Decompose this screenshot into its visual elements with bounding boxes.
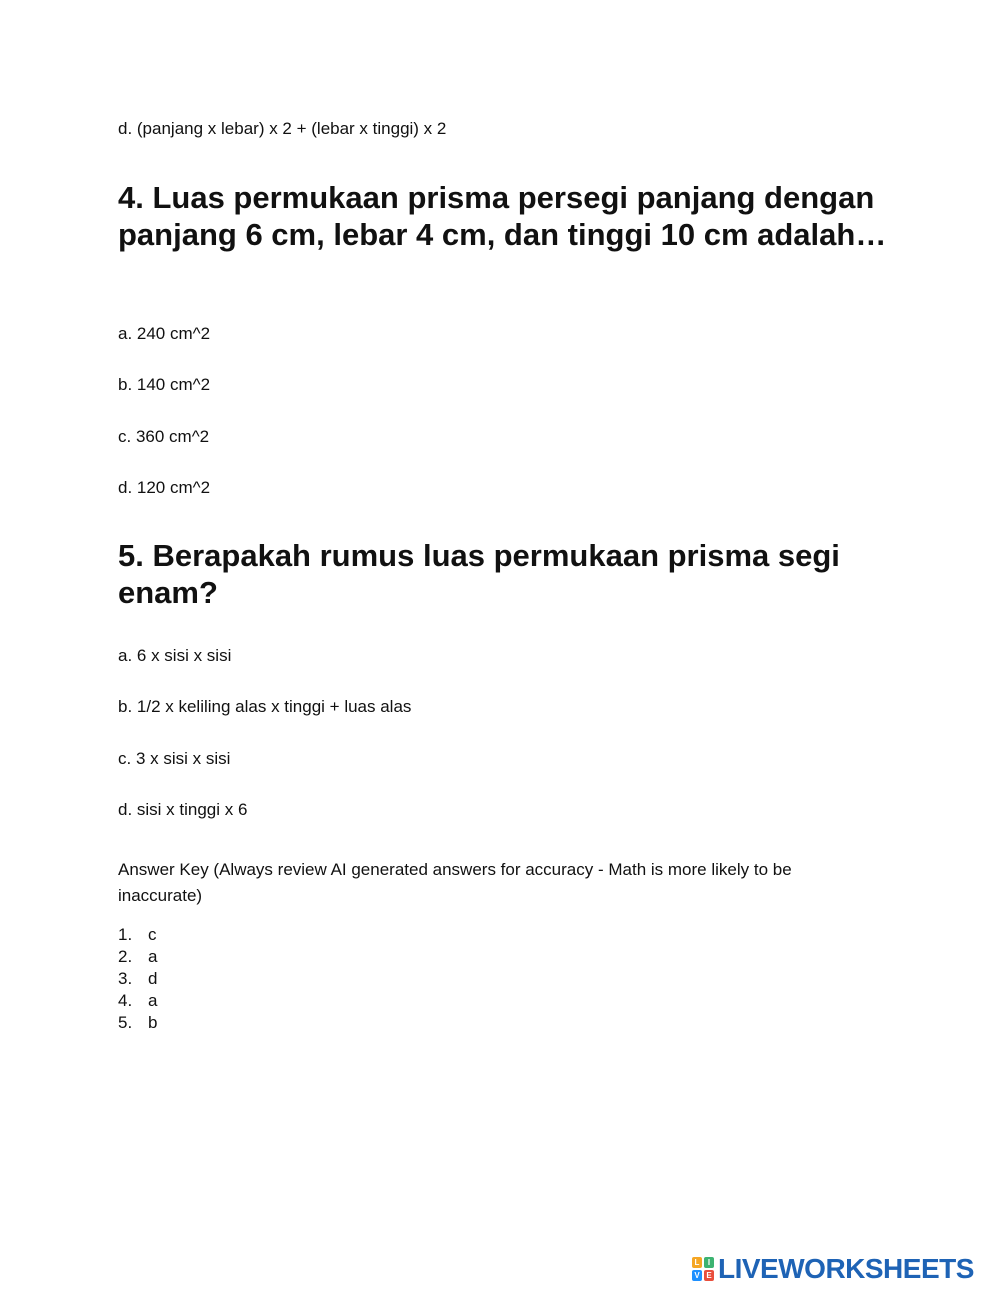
logo-tile: E bbox=[704, 1270, 714, 1281]
logo-tile: I bbox=[704, 1257, 714, 1268]
q4-option-a: a. 240 cm^2 bbox=[118, 324, 211, 343]
answer-key-item bbox=[118, 1012, 157, 1034]
answer-key-answer: a bbox=[148, 947, 158, 966]
answer-key-item bbox=[118, 968, 157, 990]
answer-key-answer: c bbox=[148, 925, 157, 944]
answer-key-number: 3. bbox=[118, 969, 133, 988]
answer-key-answer: b bbox=[148, 1013, 158, 1032]
answer-key-item bbox=[118, 924, 157, 946]
q5-option-b: b. 1/2 x keliling alas x tinggi + luas alas bbox=[118, 697, 412, 716]
q4-option-b: b. 140 cm^2 bbox=[118, 375, 211, 394]
q5-option-a: a. 6 x sisi x sisi bbox=[118, 646, 232, 665]
answer-key-heading: Answer Key (Always review AI generated answers for accuracy - Math is more likely to be inaccurate) bbox=[118, 860, 792, 905]
answer-key-number: 1. bbox=[118, 925, 133, 944]
answer-key-number: 4. bbox=[118, 991, 133, 1010]
answer-key-list bbox=[118, 924, 157, 1034]
question-5-title: 5. Berapakah rumus luas permukaan prisma segi enam? bbox=[118, 538, 840, 610]
liveworksheets-logo bbox=[692, 1254, 974, 1284]
answer-key-item bbox=[118, 990, 157, 1012]
answer-key-number: 2. bbox=[118, 947, 133, 966]
liveworksheets-logo-icon bbox=[692, 1257, 714, 1281]
liveworksheets-wordmark: LIVEWORKSHEETS bbox=[718, 1253, 974, 1284]
answer-key-answer: a bbox=[148, 991, 158, 1010]
q5-option-c: c. 3 x sisi x sisi bbox=[118, 749, 231, 768]
answer-key-number: 5. bbox=[118, 1013, 133, 1032]
q5-option-d: d. sisi x tinggi x 6 bbox=[118, 800, 248, 819]
q4-option-c: c. 360 cm^2 bbox=[118, 427, 210, 446]
answer-key-item bbox=[118, 946, 157, 968]
logo-tile: L bbox=[692, 1257, 702, 1268]
previous-option-d: d. (panjang x lebar) x 2 + (lebar x tinggi) x 2 bbox=[118, 119, 447, 138]
logo-tile: V bbox=[692, 1270, 702, 1281]
q4-option-d: d. 120 cm^2 bbox=[118, 478, 211, 497]
answer-key-answer: d bbox=[148, 969, 158, 988]
question-4-title: 4. Luas permukaan prisma persegi panjang dengan panjang 6 cm, lebar 4 cm, dan tinggi 10 cm adalah… bbox=[118, 180, 887, 252]
